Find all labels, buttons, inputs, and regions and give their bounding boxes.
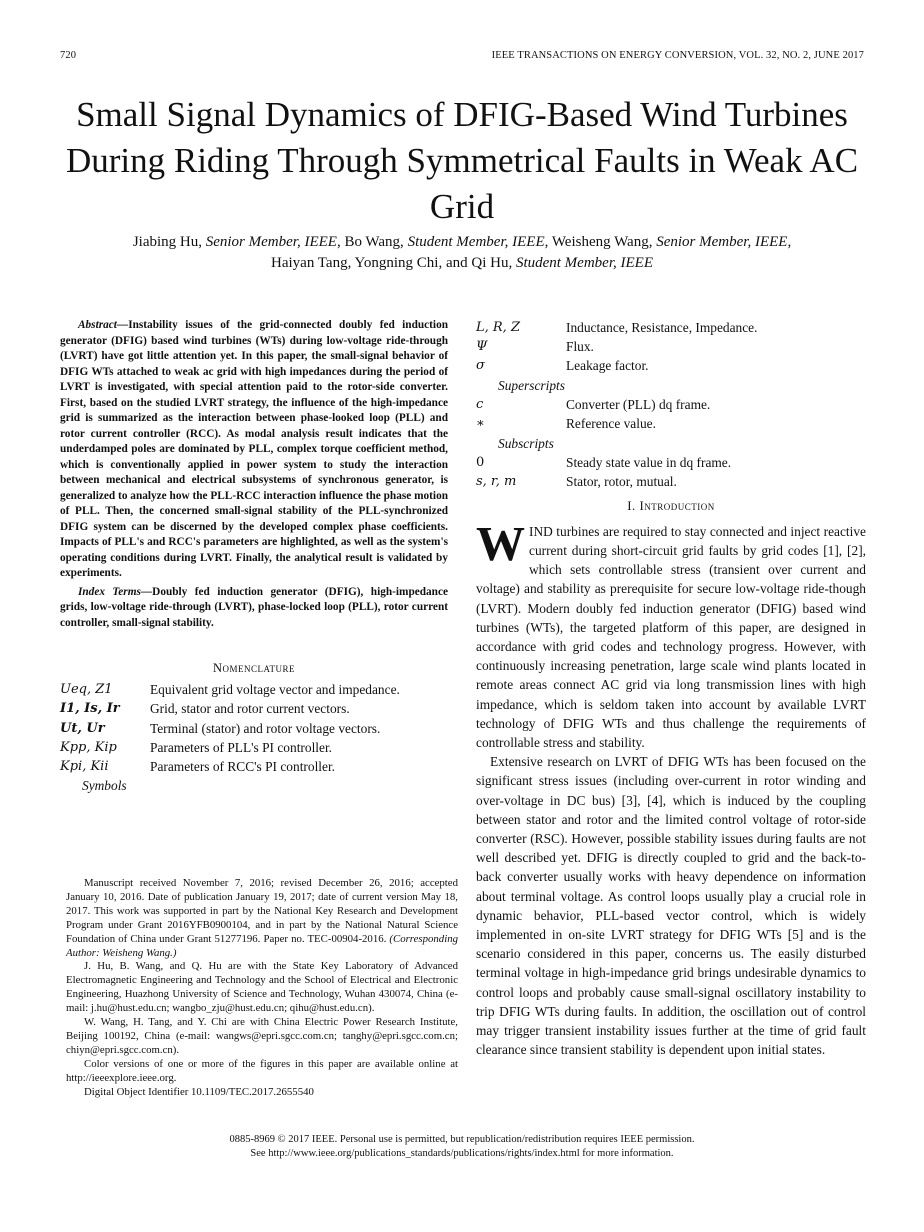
footnote-corresponding: (Corresponding Author: Weisheng Wang.) bbox=[66, 932, 458, 959]
subscript-definition: Stator, rotor, mutual. bbox=[566, 474, 677, 490]
subscript-symbol: 0 bbox=[476, 455, 485, 471]
intro-paragraph-2: Extensive research on LVRT of DFIG WTs has been focused on the significant stress issues (including over-current in rotor winding and over-voltage in DC bus) [3], [4], which is induced by the coupling between stator and rotor and the limited control voltage of rotor-side converter (RSC). However, possible stability issues during faults are not well described yet. DFIG is directly coupled to grid and the back-to-back converter usually works with heavy dependence on information about terminal voltage. As control loops usually play a crucial role in dynamic behavior, PLL-based vector control, which is widely implemented in on-site LVRT strategy for DFIG WTs [5] and is the scenario considered in this paper, concerns us. The easily disturbed terminal voltage in high-impedance grid brings undesirable dynamics to control loops and probably cause small-signal oscillatory instability to trip DFIG WTs during faults. In addition, the oscillation out of control may trigger transient instability issues further at the time of grid fault clearance since transient stability is dependent upon initial states. bbox=[476, 754, 866, 1058]
symbol-definition: Leakage factor. bbox=[566, 358, 649, 374]
intro-paragraph-1-text: IND turbines are required to stay connected and inject reactive current during short-circuit grid faults by grid codes [1], [2], which sets controllable stress (transient over current and voltage) and stability as prerequisite for secure low-voltage ride-though (LVRT). Modern doubly fed induction generator (DFIG) based wind turbines (WTs), the targeted platform of this paper, are designed in accordance with grid codes and technology progress. However, with continuously increasing penetration, large scale wind plants located in remote areas connect AC grid via long transmission lines with high impedance, which is seldom taken into account by available LVRT technology of DFIG WTs and thus challenge the requirements of controllable stress and stability. bbox=[476, 523, 866, 751]
symbol: σ bbox=[476, 358, 485, 374]
author-5-role: Student Member, IEEE bbox=[515, 255, 653, 271]
abstract-lead: Abstract— bbox=[78, 319, 129, 331]
drop-cap: W bbox=[476, 515, 525, 571]
abstract bbox=[60, 318, 448, 582]
nomenclature-list bbox=[60, 680, 448, 776]
symbol-row bbox=[476, 356, 866, 375]
symbol-definition: Flux. bbox=[566, 339, 594, 355]
author-2: , Bo Wang, bbox=[336, 234, 404, 250]
nomenclature-row bbox=[60, 680, 448, 699]
superscript-symbol: ∗ bbox=[476, 416, 485, 432]
nomenclature-heading: Nomenclature bbox=[212, 661, 296, 675]
nomenclature-row bbox=[60, 738, 448, 757]
author-3-role: Senior Member, IEEE bbox=[656, 234, 788, 250]
nomenclature-row bbox=[60, 757, 448, 776]
footnote-color: Color versions of one or more of the figures in this paper are available online at http://ieeexplore.ieee.org. bbox=[66, 1057, 458, 1084]
author-1: Jiabing Hu, bbox=[132, 234, 202, 250]
nomenclature-row bbox=[60, 699, 448, 718]
symbol-row bbox=[476, 337, 866, 356]
section-heading-introduction: I. Introduction bbox=[627, 498, 715, 513]
nomenclature-symbol: Ueq, Z1 bbox=[60, 682, 113, 698]
author-sep: , bbox=[787, 234, 792, 250]
author-1-role: Senior Member, IEEE bbox=[205, 234, 337, 250]
running-header: IEEE TRANSACTIONS ON ENERGY CONVERSION, VOL. 32, NO. 2, JUNE 2017 bbox=[491, 50, 864, 61]
index-terms-text: Doubly fed induction generator (DFIG), high-impedance grids, low-voltage ride-through (LVRT), phase-locked loop (PLL), rotor current controller, small-signal stability. bbox=[60, 585, 448, 629]
footnote-affiliation-1: J. Hu, B. Wang, and Q. Hu are with the State Key Laboratory of Advanced Electromagnetic Engineering and Technology and the School of Electrical and Electronic Engineering, Huazhong University of Science and Technology, Wuhan 430074, China (e-mail: j.hu@hust.edu.cn; wangbo_zju@hust.edu.cn; qihu@hust.edu.cn). bbox=[66, 960, 458, 1015]
nomenclature-definition: Grid, stator and rotor current vectors. bbox=[150, 701, 350, 717]
left-column bbox=[60, 318, 448, 796]
superscript-symbol: c bbox=[476, 397, 484, 413]
subscripts-heading: Subscripts bbox=[498, 435, 554, 451]
nomenclature-definition: Parameters of PLL's PI controller. bbox=[150, 739, 333, 755]
nomenclature-definition: Equivalent grid voltage vector and impedance. bbox=[150, 682, 400, 698]
superscript-row bbox=[476, 395, 866, 414]
subscript-definition: Steady state value in dq frame. bbox=[566, 455, 732, 471]
page-number: 720 bbox=[60, 50, 77, 61]
nomenclature-symbol: Kpp, Kip bbox=[60, 739, 117, 755]
symbol-row bbox=[476, 318, 866, 337]
copyright-notice bbox=[60, 1133, 864, 1160]
footnotes bbox=[66, 877, 458, 1100]
rights-line: See http://www.ieee.org/publications_standards/publications/rights/index.html for more information. bbox=[250, 1147, 674, 1159]
symbol: Ψ bbox=[476, 339, 488, 355]
copyright-line: 0885-8969 © 2017 IEEE. Personal use is permitted, but republication/redistribution requires IEEE permission. bbox=[229, 1134, 695, 1145]
right-column bbox=[476, 318, 866, 1060]
author-5: Haiyan Tang, Yongning Chi, and Qi Hu, bbox=[271, 255, 513, 271]
nomenclature-symbol: I1, Is, Ir bbox=[60, 701, 120, 717]
symbol: L, R, Z bbox=[476, 320, 520, 335]
nomenclature-row bbox=[60, 719, 448, 738]
author-2-role: Student Member, IEEE bbox=[407, 234, 545, 250]
nomenclature-definition: Terminal (stator) and rotor voltage vectors. bbox=[150, 720, 381, 736]
subscript-row bbox=[476, 472, 866, 491]
subscript-row bbox=[476, 453, 866, 472]
footnote-affiliation-2: W. Wang, H. Tang, and Y. Chi are with China Electric Power Research Institute, Beijing 100192, China (e-mail: wangws@epri.sgcc.com.cn; tanghy@epri.sgcc.com.cn; chiyn@epri.sgcc.com.cn). bbox=[66, 1016, 458, 1056]
symbol-definition: Inductance, Resistance, Impedance. bbox=[566, 320, 758, 335]
paper-title: Small Signal Dynamics of DFIG-Based Wind Turbines During Riding Through Symmetrical Faults in Weak AC Grid bbox=[65, 95, 859, 226]
footnote-manuscript-text: Manuscript received November 7, 2016; revised December 26, 2016; accepted January 10, 2016. Date of publication January 19, 2017; date of current version May 18, 2017. This work was supported in part by the National Key Research and Development Program under Grant 2016YFB0900104, and in part by the National Natural Science Foundation of China under Grant 51277196. Paper no. TEC-00904-2016. bbox=[66, 877, 458, 945]
intro-paragraph-1 bbox=[476, 515, 866, 752]
superscript-definition: Converter (PLL) dq frame. bbox=[566, 397, 711, 413]
subscript-symbol: s, r, m bbox=[476, 474, 517, 490]
nomenclature-symbol: Ut, Ur bbox=[60, 720, 105, 736]
footnote-doi: Digital Object Identifier 10.1109/TEC.2017.2655540 bbox=[84, 1085, 314, 1098]
superscript-definition: Reference value. bbox=[566, 416, 656, 432]
nomenclature-definition: Parameters of RCC's PI controller. bbox=[150, 759, 336, 775]
footnote-manuscript bbox=[66, 877, 458, 960]
index-terms bbox=[60, 585, 448, 632]
author-list bbox=[60, 232, 864, 274]
symbols-heading: Symbols bbox=[82, 778, 127, 794]
superscript-row bbox=[476, 414, 866, 433]
nomenclature-symbol: Kpi, Kii bbox=[60, 759, 109, 775]
superscripts-heading: Superscripts bbox=[498, 377, 565, 393]
author-3: , Weisheng Wang, bbox=[544, 234, 653, 250]
index-terms-lead: Index Terms— bbox=[78, 585, 153, 598]
abstract-text: Instability issues of the grid-connected doubly fed induction generator (DFIG) based wind turbines (WTs) during low-voltage ride-through (LVRT) have got little attention yet. In this paper, the small-signal behavior of DFIG WTs attached to weak ac grid with high impedances during the period of LVRT is investigated, with special attention paid to the rotor-side converter. First, based on the studied LVRT strategy, the influence of the high-impedance grid is summarized as the interaction between phase-looked loop (PLL) and rotor current controller (RCC). As modal analysis result indicates that the underdamped poles are dominated by PLL, complex torque coefficient method, which is conventionally applied in power system to study the interaction between mechanical and electrical subsystems of synchronous generator, is generalized to analyze how the PLL-RCC interaction influence the phase motion of PLL. Then, the concerned small-signal stability of the PLL-synchronized DFIG system can be discerned by the developed complex phase coefficients. Impacts of PLL's and RCC's parameters are highlighted, as well as the system's operating conditions during LVRT. Finally, the analytical result is validated by experiments. bbox=[60, 319, 448, 579]
